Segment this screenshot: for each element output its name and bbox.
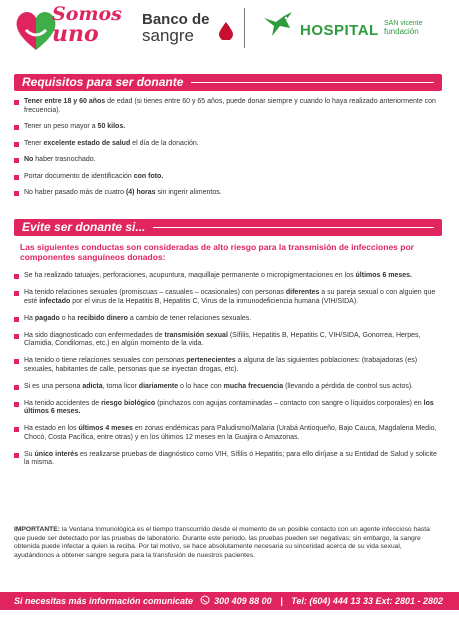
hummingbird-icon bbox=[262, 8, 296, 42]
svp-line2: fundación bbox=[384, 27, 419, 36]
evite-item bbox=[14, 315, 442, 324]
uno-line: uno bbox=[52, 21, 99, 47]
item-text: Tener bbox=[24, 139, 44, 147]
item-bold: recibido dinero bbox=[77, 314, 128, 322]
requisitos-list bbox=[14, 98, 442, 206]
footer-content bbox=[14, 592, 443, 610]
footer-phone-1[interactable]: 300 409 88 00 bbox=[214, 596, 272, 606]
item-bold: pagado bbox=[34, 314, 60, 322]
evite-subheading: Las siguientes conductas son consideradas de alto riesgo para la transmisión de infecciones por componentes sanguíneos donados: bbox=[20, 242, 414, 262]
evite-item bbox=[14, 383, 442, 392]
item-text: haber trasnochado. bbox=[33, 156, 96, 163]
svp-line1: SAN vicente bbox=[384, 20, 423, 27]
item-text: Ha estado en los bbox=[24, 425, 79, 432]
san-vicente-fundacion-logo bbox=[384, 20, 423, 36]
important-text: la Ventana Inmunológica es el tiempo transcurrido desde el momento de un posible contacto con un agente infeccioso hasta que puede ser detectado por las pruebas de laboratorio. Durante este periodo, las pruebas pueden ser negativas; sin embargo, la sangre obtenida puede infectar a quien la reciba. Por tal motivo, se hace absolutamente necesaria su sinceridad acerca de su vida sexual, ayudándonos a obtener sangre segura para la transfusión de nuestros pacientes. bbox=[14, 526, 430, 559]
important-label: IMPORTANTE: bbox=[14, 526, 60, 533]
item-text: es realizarse pruebas de diagnóstico como VIH, Sífilis ó Hepatitis; para ello diríjase a su Entidad de Salud y solicite la misma. bbox=[24, 450, 437, 466]
item-text: o lo hace con bbox=[178, 382, 224, 390]
item-text: a su pareja sexual o con alguien que esté bbox=[24, 289, 436, 305]
item-text: sin ingerir alimentos. bbox=[155, 189, 222, 196]
evite-title-bar bbox=[14, 219, 442, 236]
blood-drop-icon bbox=[219, 22, 233, 40]
requisitos-title: Requisitos para ser donante bbox=[22, 75, 184, 89]
banco-de-sangre-logo bbox=[142, 12, 210, 45]
important-note bbox=[14, 526, 442, 560]
item-text: (pinchazos con agujas contaminadas – contacto con sangre o líquidos corporales) en bbox=[155, 399, 424, 407]
banco-line: Banco de bbox=[142, 11, 210, 28]
title-rule bbox=[153, 227, 434, 228]
sangre-line: sangre bbox=[142, 26, 194, 45]
item-text: a cambio de tener relaciones sexuales. bbox=[127, 314, 252, 322]
header bbox=[0, 0, 459, 62]
requisito-item bbox=[14, 140, 442, 149]
evite-item bbox=[14, 357, 442, 374]
somos-uno-logo-text bbox=[52, 3, 122, 47]
item-text: (Sífilis, Hepatitis B, Hepatitis C, VIH/SIDA, Gonorrea, Herpes, Clamidia, Condilomas, etc.) en algún momento de la vida. bbox=[24, 331, 421, 347]
evite-title: Evite ser donante si... bbox=[22, 220, 146, 234]
footer-info: Si necesitas más información comunicate bbox=[14, 596, 194, 606]
item-bold: los últimos 6 meses. bbox=[24, 399, 434, 415]
item-text: Se ha realizado tatuajes, perforaciones, acupuntura, maquillaje permanente o micropigmentaciones en los bbox=[24, 272, 356, 279]
evite-item bbox=[14, 400, 442, 417]
evite-list bbox=[14, 272, 442, 476]
footer-bar bbox=[0, 592, 459, 610]
evite-item bbox=[14, 289, 442, 306]
requisito-item bbox=[14, 98, 442, 115]
item-text: a alguna de las siguientes poblaciones: (trabajadoras (es) sexuales, habitantes de calle, personas que se inyectan drogas, etc). bbox=[24, 357, 418, 373]
item-bold: pertenecientes bbox=[186, 357, 236, 364]
item-bold: 50 kilos. bbox=[97, 123, 126, 130]
hospital-logo-text: HOSPITAL bbox=[300, 22, 379, 39]
item-text: Ha bbox=[24, 314, 35, 322]
item-bold: últimos 4 meses bbox=[78, 425, 133, 432]
footer-phone-2[interactable]: Tel: (604) 444 13 33 Ext: 2801 - 2802 bbox=[291, 596, 443, 606]
item-bold: (4) horas bbox=[125, 189, 156, 196]
item-text: Tener un peso mayor a bbox=[24, 123, 98, 130]
item-text: Portar documento de identificación bbox=[24, 172, 134, 180]
item-text: de edad (si tienes entre 60 y 65 años, puede donar siempre y cuando lo haya realizado anteriormente con frecuencia). bbox=[24, 98, 436, 114]
item-text: Ha tenido o tiene relaciones sexuales con personas bbox=[24, 357, 187, 364]
item-bold: Tener entre 18 y 60 años bbox=[24, 98, 106, 105]
item-bold: infectado bbox=[39, 297, 71, 305]
header-divider bbox=[244, 8, 245, 48]
item-bold: No bbox=[24, 156, 34, 163]
item-text: Ha tenido accidentes de bbox=[24, 399, 102, 407]
evite-item bbox=[14, 425, 442, 442]
whatsapp-icon bbox=[200, 595, 210, 605]
evite-item bbox=[14, 272, 442, 281]
item-bold: diferentes bbox=[285, 289, 320, 296]
item-text: Si es una persona bbox=[24, 382, 83, 390]
item-bold: excelente estado de salud bbox=[43, 139, 131, 147]
item-text: No haber pasado más de cuatro bbox=[24, 189, 126, 196]
item-text: o ha bbox=[59, 314, 78, 322]
requisito-item bbox=[14, 173, 442, 182]
item-bold: diariamente bbox=[138, 382, 179, 390]
item-text: Su bbox=[24, 450, 35, 458]
item-text: Ha tenido relaciones sexuales (promiscuas – casuales – ocasionales) con personas bbox=[24, 289, 286, 296]
requisito-item bbox=[14, 156, 442, 165]
item-bold: últimos 6 meses. bbox=[355, 272, 412, 279]
requisito-item bbox=[14, 123, 442, 132]
item-bold: riesgo biológico bbox=[101, 399, 156, 407]
item-text: por el virus de la Hepatitis B, Hepatitis C, Virus de la inmunodeficiencia humana (VIH/SIDA). bbox=[70, 297, 359, 305]
evite-item bbox=[14, 451, 442, 468]
item-bold: con foto. bbox=[133, 172, 164, 180]
evite-item bbox=[14, 332, 442, 349]
item-text: Ha sido diagnosticado con enfermedades de bbox=[24, 331, 165, 339]
item-text: , toma licor bbox=[102, 382, 139, 390]
item-bold: transmisión sexual bbox=[164, 331, 228, 339]
requisito-item bbox=[14, 189, 442, 198]
requisitos-title-bar bbox=[14, 74, 442, 91]
item-bold: único interés bbox=[34, 450, 79, 458]
somos-line: Somos bbox=[52, 3, 122, 25]
title-rule bbox=[191, 82, 434, 83]
footer-separator: | bbox=[280, 596, 283, 606]
item-bold: adicta bbox=[82, 382, 103, 390]
item-text: (llevando a pérdida de control sus actos). bbox=[283, 382, 414, 390]
item-text: en zonas endémicas para Paludismo/Malaria (Urabá Antioqueño, Bajo Cauca, Magdalena Medio, Chocó, Costa Pacífica, entre otras) y en los últimos 12 meses en la Guajira o Amazonas. bbox=[24, 425, 437, 441]
item-bold: mucha frecuencia bbox=[223, 382, 284, 390]
item-text: el día de la donación. bbox=[130, 139, 199, 147]
